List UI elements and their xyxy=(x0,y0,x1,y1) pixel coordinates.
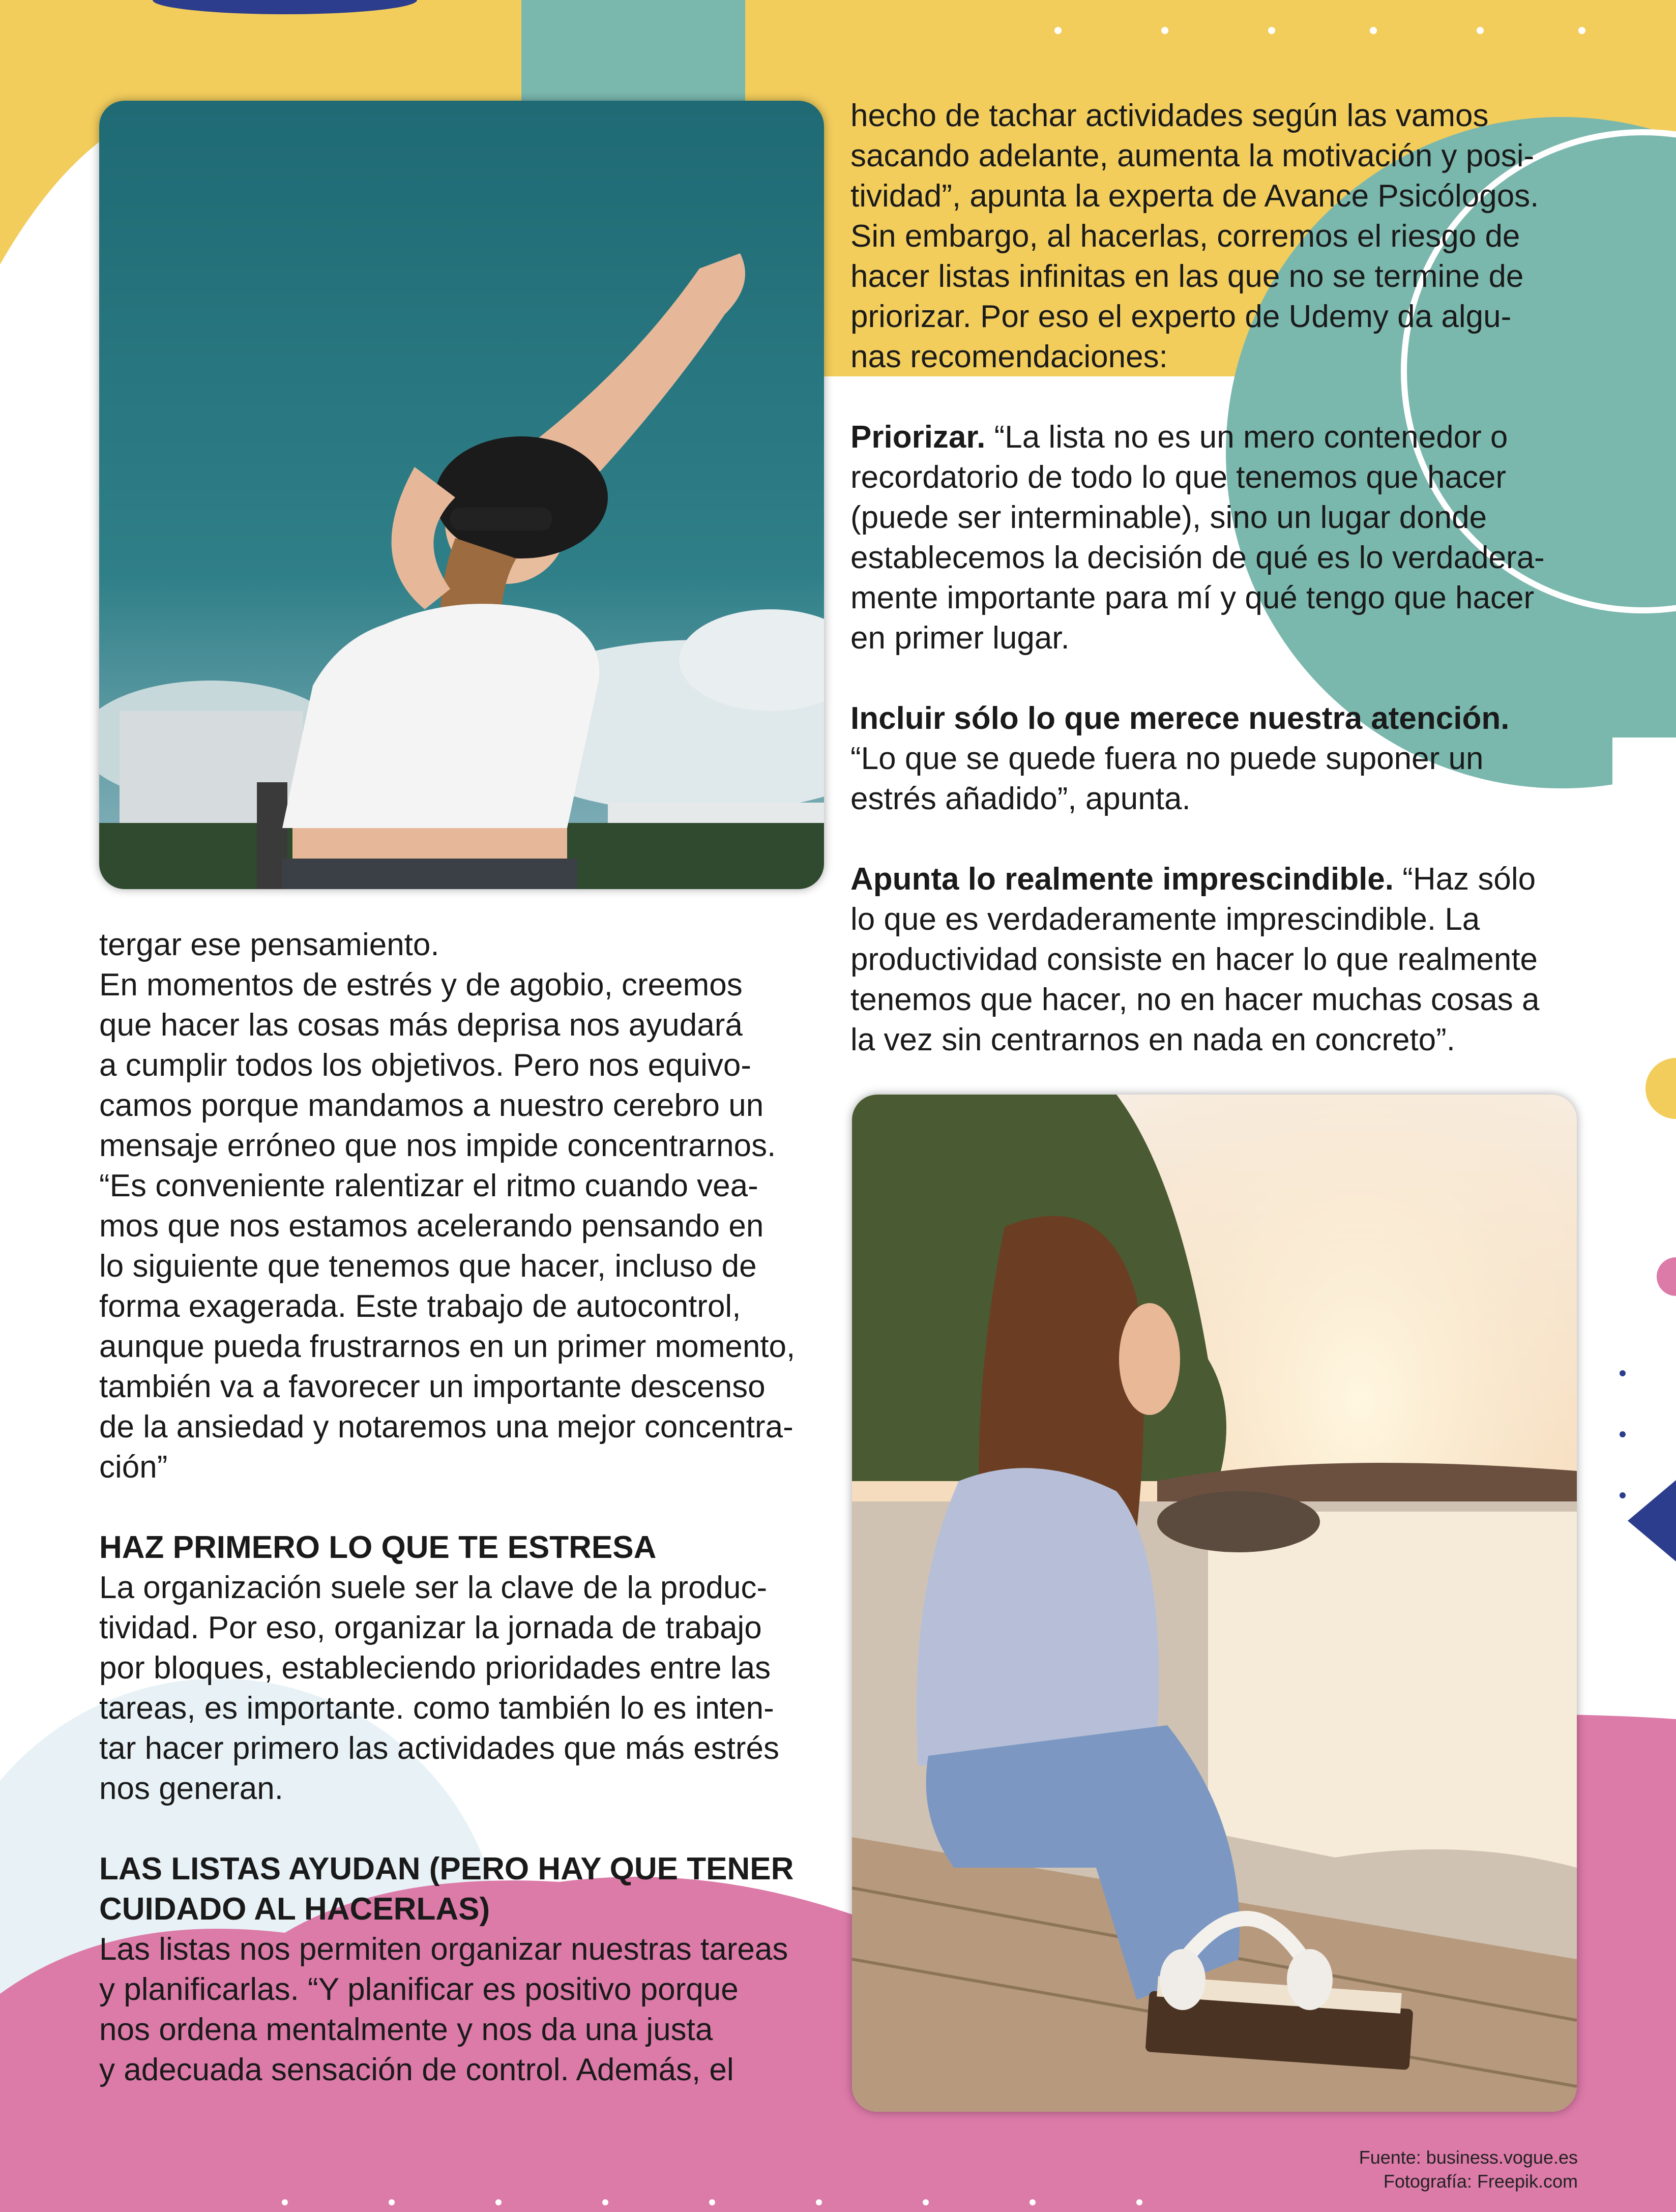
paragraph-line: en primer lugar. xyxy=(850,621,1070,656)
paragraph-line: Las listas nos permiten organizar nuestras tareas xyxy=(99,1932,788,1967)
paragraph-line: priorizar. Por eso el experto de Udemy da algu- xyxy=(850,299,1512,334)
paragraph-line: En momentos de estrés y de agobio, creemos xyxy=(99,967,743,1002)
paragraph-line: lo que es verdaderamente imprescindible. La xyxy=(850,902,1480,937)
source-credit: Fuente: business.vogue.es xyxy=(1359,2147,1578,2168)
paragraph-line: nas recomendaciones: xyxy=(850,339,1168,374)
list-item-title: Apunta lo realmente imprescindible. xyxy=(850,862,1394,897)
paragraph-line: lo siguiente que tenemos que hacer, incluso de xyxy=(99,1249,757,1284)
paragraph-line: “Es conveniente ralentizar el ritmo cuando vea- xyxy=(99,1168,758,1203)
paragraph-line: “Lo que se quede fuera no puede suponer un xyxy=(850,741,1484,776)
paragraph-line: que hacer las cosas más deprisa nos ayudará xyxy=(99,1008,743,1043)
paragraph-line: mensaje erróneo que nos impide concentrarnos. xyxy=(99,1128,776,1163)
paragraph-line: nos generan. xyxy=(99,1771,283,1806)
paragraph-line: camos porque mandamos a nuestro cerebro un xyxy=(99,1088,764,1123)
list-item-title: Incluir sólo lo que merece nuestra atención. xyxy=(850,701,1510,736)
list-item-priorizar xyxy=(850,417,1545,457)
paragraph-line: mente importante para mí y qué tengo que hacer xyxy=(850,580,1535,615)
right-column-text xyxy=(850,96,1545,1060)
list-item-text: “Haz sólo xyxy=(1394,862,1536,897)
paragraph-line: forma exagerada. Este trabajo de autocontrol, xyxy=(99,1289,741,1324)
left-column-text xyxy=(99,925,795,2090)
paragraph-line: nos ordena mentalmente y nos da una justa xyxy=(99,2012,713,2047)
paragraph-line: productividad consiste en hacer lo que realmente xyxy=(850,942,1538,977)
paragraph-line: por bloques, estableciendo prioridades entre las xyxy=(99,1650,771,1686)
paragraph-line: Sin embargo, al hacerlas, corremos el riesgo de xyxy=(850,219,1520,254)
photo-credits xyxy=(1359,2145,1578,2193)
paragraph-line: y adecuada sensación de control. Además, el xyxy=(99,2052,734,2087)
paragraph-line: también va a favorecer un importante descenso xyxy=(99,1369,766,1404)
paragraph-line: y planificarlas. “Y planificar es positivo porque xyxy=(99,1972,739,2007)
section-heading: CUIDADO AL HACERLAS) xyxy=(99,1892,490,1927)
paragraph-line: tividad. Por eso, organizar la jornada de trabajo xyxy=(99,1610,762,1645)
paragraph-line: La organización suele ser la clave de la produc- xyxy=(99,1570,768,1605)
paragraph-line: tenemos que hacer, no en hacer muchas cosas a xyxy=(850,982,1540,1017)
paragraph-line: establecemos la decisión de qué es lo verdadera- xyxy=(850,540,1545,575)
paragraph-line: estrés añadido”, apunta. xyxy=(850,781,1191,816)
paragraph-line: tareas, es importante. como también lo es inten- xyxy=(99,1691,774,1726)
paragraph-line: tergar ese pensamiento. xyxy=(99,927,439,962)
list-item-imprescindible xyxy=(850,859,1545,899)
paragraph-line: ción” xyxy=(99,1450,168,1485)
paragraph-line: de la ansiedad y notaremos una mejor concentra- xyxy=(99,1409,793,1444)
paragraph-line: mos que nos estamos acelerando pensando en xyxy=(99,1208,764,1244)
paragraph-line: aunque pueda frustrarnos en un primer momento, xyxy=(99,1329,796,1364)
paragraph-line: la vez sin centrarnos en nada en concreto”. xyxy=(850,1022,1456,1057)
paragraph-line: tividad”, apunta la experta de Avance Psicólogos. xyxy=(850,179,1539,214)
photo-credit: Fotografía: Freepik.com xyxy=(1383,2171,1578,2192)
photo-woman-sitting-sunset xyxy=(852,1095,1577,2112)
list-item-title: Priorizar. xyxy=(850,420,986,455)
paragraph-line: recordatorio de todo lo que tenemos que hacer xyxy=(850,460,1507,495)
paragraph-line: (puede ser interminable), sino un lugar donde xyxy=(850,500,1487,535)
list-item-text: “La lista no es un mero contenedor o xyxy=(985,420,1508,455)
paragraph-line: sacando adelante, aumenta la motivación y posi- xyxy=(850,138,1535,173)
photo-woman-arms-raised xyxy=(99,101,824,889)
section-heading: HAZ PRIMERO LO QUE TE ESTRESA xyxy=(99,1530,657,1565)
section-heading: LAS LISTAS AYUDAN (PERO HAY QUE TENER xyxy=(99,1851,794,1886)
paragraph-line: hacer listas infinitas en las que no se termine de xyxy=(850,259,1524,294)
paragraph-line: hecho de tachar actividades según las vamos xyxy=(850,98,1489,133)
paragraph-line: tar hacer primero las actividades que más estrés xyxy=(99,1731,780,1766)
paragraph-line: a cumplir todos los objetivos. Pero nos equivo- xyxy=(99,1048,751,1083)
